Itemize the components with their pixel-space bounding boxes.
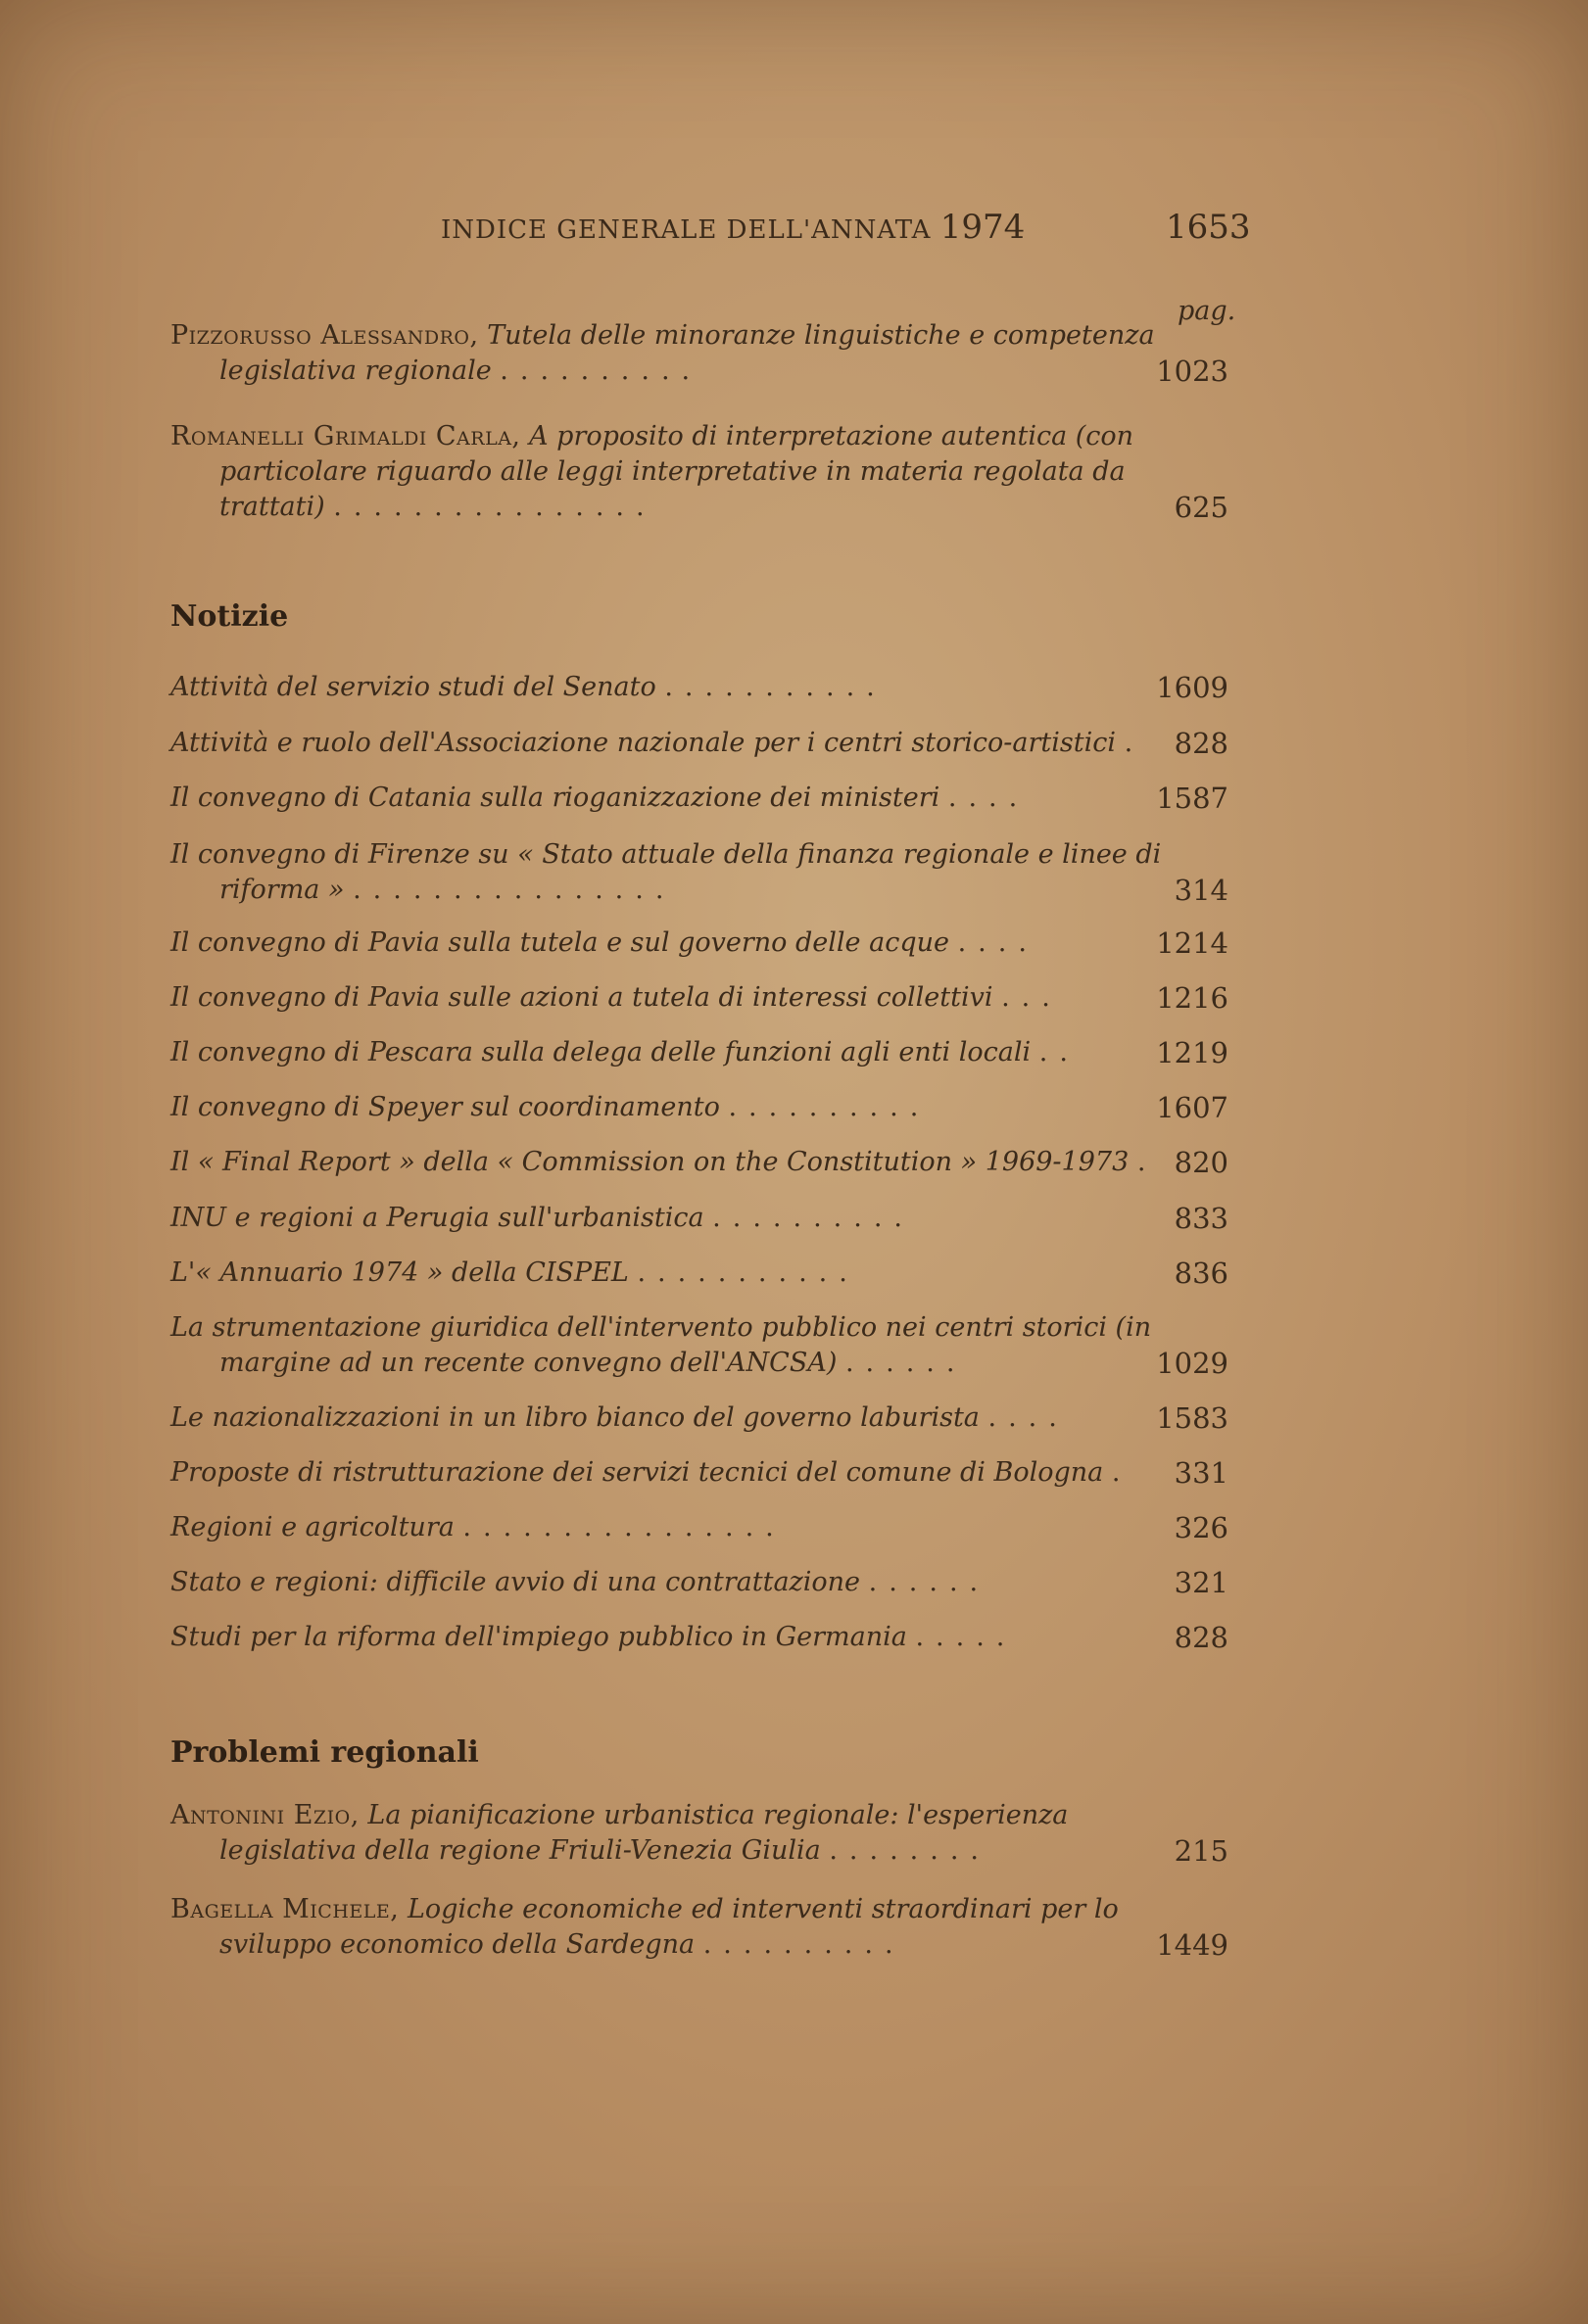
entry-title: Stato e regioni: difficile avvio di una contrattazione <box>170 1567 861 1597</box>
index-entry <box>170 1256 1228 1291</box>
entry-page: 1214 <box>1156 926 1228 960</box>
entry-text: L'« Annuario 1974 » della CISPEL ........... <box>170 1257 859 1288</box>
index-entry <box>170 726 1228 761</box>
index-entry <box>170 1310 1228 1381</box>
entry-text: Stato e regioni: difficile avvio di una contrattazione ...... <box>170 1567 990 1597</box>
entry-title: Il convegno di Firenze su « Stato attuale della finanza regionale e linee di riforma » <box>170 839 1162 905</box>
entry-page: 833 <box>1174 1202 1228 1235</box>
entry-title: Il « Final Report » della « Commission on the Constitution » 1969-1973 <box>170 1147 1130 1177</box>
entry-page: 625 <box>1174 491 1228 524</box>
entry-title: Attività e ruolo dell'Associazione nazionale per i centri storico-artistici <box>170 728 1117 758</box>
index-entry <box>170 1090 1228 1125</box>
entry-text: Il convegno di Pavia sulla tutela e sul governo delle acque .... <box>170 927 1038 958</box>
entry-page: 326 <box>1174 1511 1228 1544</box>
entry-title: Le nazionalizzazioni in un libro bianco del governo laburista <box>170 1402 980 1433</box>
entry-page: 820 <box>1174 1146 1228 1179</box>
entry-title: Attività del servizio studi del Senato <box>170 672 656 702</box>
entry-title: Il convegno di Pescara sulla delega delle funzioni agli enti locali <box>170 1037 1032 1067</box>
index-entry <box>170 1565 1228 1600</box>
entry-text: Bagella Michele, Logiche economiche ed interventi straordinari per lo sviluppo economico della Sardegna .......... <box>170 1894 1119 1960</box>
running-head <box>441 208 1025 247</box>
entry-title: Regioni e agricoltura <box>170 1512 455 1542</box>
section-heading-notizie: Notizie <box>170 599 289 634</box>
entry-text: Romanelli Grimaldi Carla, A proposito di interpretazione autentica (con particolare riguardo alle leggi interpretative in materia regolata da trattati) ................ <box>170 421 1134 522</box>
entry-page: 1609 <box>1156 671 1228 704</box>
entry-page: 1023 <box>1156 355 1228 388</box>
index-entry <box>170 1400 1228 1436</box>
entry-text: Pizzorusso Alessandro, Tutela delle minoranze linguistiche e competenza legislativa regionale .......... <box>170 320 1155 386</box>
entry-text: Studi per la riforma dell'impiego pubblico in Germania ..... <box>170 1622 1017 1652</box>
page-number: 1653 <box>1166 208 1251 247</box>
index-entry <box>170 419 1228 525</box>
entry-text: Le nazionalizzazioni in un libro bianco del governo laburista .... <box>170 1402 1069 1433</box>
index-entry <box>170 1145 1228 1180</box>
entry-text: INU e regioni a Perugia sull'urbanistica .......... <box>170 1203 914 1233</box>
entry-text: Proposte di ristrutturazione dei servizi tecnici del comune di Bologna . <box>170 1457 1132 1488</box>
entry-title: Il convegno di Speyer sul coordinamento <box>170 1092 720 1122</box>
index-entry <box>170 1510 1228 1545</box>
index-entry <box>170 925 1228 961</box>
index-entry <box>170 1892 1228 1963</box>
entry-author: Pizzorusso Alessandro, <box>170 320 479 351</box>
entry-page: 828 <box>1174 727 1228 760</box>
pag-column-label: pag. <box>1178 296 1236 326</box>
index-entry <box>170 980 1228 1016</box>
entry-text: Il convegno di Pavia sulle azioni a tutela di interessi collettivi ... <box>170 982 1062 1013</box>
entry-text: Antonini Ezio, La pianificazione urbanistica regionale: l'esperienza legislativa della regione Friuli-Venezia Giulia ........ <box>170 1800 1069 1866</box>
entry-author: Bagella Michele, <box>170 1894 400 1924</box>
entry-text: Regioni e agricoltura ................ <box>170 1512 786 1542</box>
entry-text: Attività del servizio studi del Senato ........... <box>170 672 887 702</box>
entry-page: 314 <box>1174 874 1228 907</box>
entry-page: 836 <box>1174 1257 1228 1290</box>
index-entry <box>170 1035 1228 1070</box>
entry-text: Il convegno di Catania sulla rioganizzazione dei ministeri .... <box>170 783 1030 813</box>
entry-title: Tutela delle minoranze linguistiche e competenza legislativa regionale <box>219 320 1155 386</box>
entry-title: A proposito di interpretazione autentica (con particolare riguardo alle leggi interpretative in materia regolata da trattati) <box>219 421 1134 522</box>
entry-author: Romanelli Grimaldi Carla, <box>170 421 521 451</box>
index-entry <box>170 670 1228 705</box>
entry-text: Il convegno di Firenze su « Stato attuale della finanza regionale e linee di riforma » ................ <box>170 839 1162 905</box>
entry-page: 321 <box>1174 1566 1228 1599</box>
running-head-title: INDICE GENERALE DELL'ANNATA <box>441 215 932 245</box>
entry-page: 1587 <box>1156 782 1228 815</box>
entry-title: INU e regioni a Perugia sull'urbanistica <box>170 1203 704 1233</box>
index-entry <box>170 1620 1228 1655</box>
entry-text: Il convegno di Speyer sul coordinamento .......... <box>170 1092 931 1122</box>
index-entry <box>170 318 1228 389</box>
entry-title: Il convegno di Catania sulla rioganizzazione dei ministeri <box>170 783 940 813</box>
entry-page: 1216 <box>1156 981 1228 1015</box>
entry-title: Proposte di ristrutturazione dei servizi tecnici del comune di Bologna <box>170 1457 1104 1488</box>
entry-title: La strumentazione giuridica dell'intervento pubblico nei centri storici (in margine ad un recente convegno dell'ANCSA) <box>170 1312 1152 1378</box>
entry-title: Studi per la riforma dell'impiego pubblico in Germania <box>170 1622 907 1652</box>
entry-title: La pianificazione urbanistica regionale: l'esperienza legislativa della regione Friuli-Venezia Giulia <box>219 1800 1069 1866</box>
entry-text: Attività e ruolo dell'Associazione nazionale per i centri storico-artistici . <box>170 728 1145 758</box>
entry-text: Il convegno di Pescara sulla delega delle funzioni agli enti locali .. <box>170 1037 1080 1067</box>
entry-page: 215 <box>1174 1834 1228 1868</box>
entry-text: Il « Final Report » della « Commission on the Constitution » 1969-1973 . <box>170 1147 1158 1177</box>
entry-author: Antonini Ezio, <box>170 1800 360 1830</box>
entry-page: 1607 <box>1156 1091 1228 1124</box>
running-head-year: 1974 <box>939 208 1026 247</box>
section-heading-problemi-regionali: Problemi regionali <box>170 1735 479 1770</box>
entry-title: L'« Annuario 1974 » della CISPEL <box>170 1257 629 1288</box>
index-entry <box>170 781 1228 816</box>
index-entry <box>170 1455 1228 1491</box>
entry-title: Logiche economiche ed interventi straordinari per lo sviluppo economico della Sardegna <box>219 1894 1119 1960</box>
index-entry <box>170 1201 1228 1236</box>
entry-page: 1449 <box>1156 1928 1228 1962</box>
entry-page: 828 <box>1174 1621 1228 1654</box>
entry-page: 1583 <box>1156 1401 1228 1435</box>
entry-page: 1029 <box>1156 1347 1228 1380</box>
entry-title: Il convegno di Pavia sulla tutela e sul governo delle acque <box>170 927 949 958</box>
entry-page: 331 <box>1174 1456 1228 1490</box>
entry-text: La strumentazione giuridica dell'intervento pubblico nei centri storici (in margine ad un recente convegno dell'ANCSA) ...... <box>170 1312 1152 1378</box>
index-entry <box>170 837 1228 908</box>
entry-title: Il convegno di Pavia sulle azioni a tutela di interessi collettivi <box>170 982 993 1013</box>
entry-page: 1219 <box>1156 1036 1228 1069</box>
index-entry <box>170 1798 1228 1869</box>
